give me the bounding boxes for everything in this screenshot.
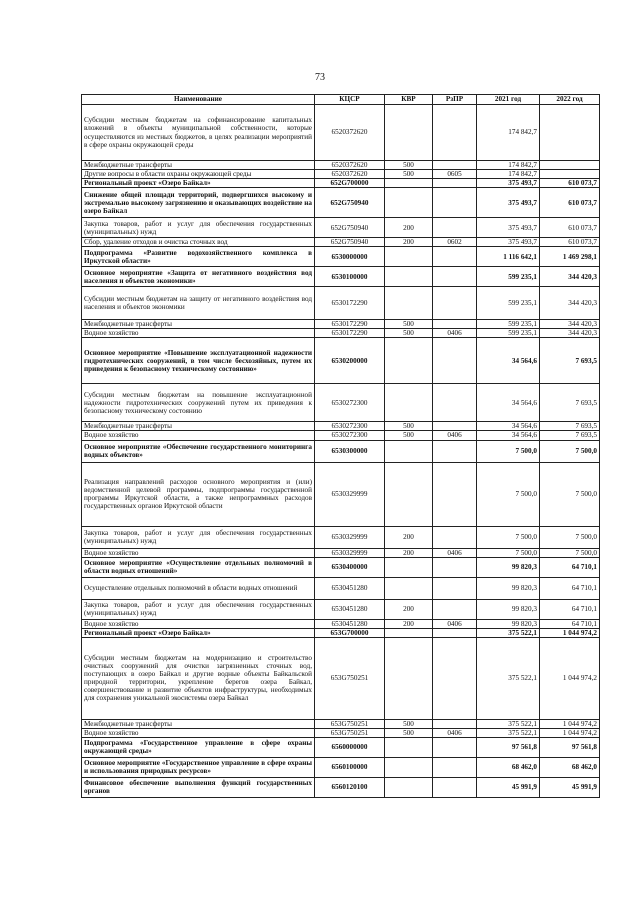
row-kcsr: 6530172290 <box>315 320 385 329</box>
row-name: Другие вопросы в области охраны окружающей среды <box>82 170 315 179</box>
row-amount-2021: 375 522,1 <box>477 628 540 637</box>
row-amount-2021: 99 820,3 <box>477 599 540 619</box>
row-amount-2022: 610 073,7 <box>540 238 600 247</box>
row-rzpr: 0406 <box>433 548 477 557</box>
table-row <box>82 384 600 422</box>
row-rzpr <box>433 422 477 431</box>
row-amount-2021: 375 522,1 <box>477 637 540 719</box>
row-kvr <box>385 105 433 161</box>
row-kvr: 200 <box>385 548 433 557</box>
row-kcsr: 6560100000 <box>315 757 385 777</box>
row-amount-2022: 64 710,1 <box>540 599 600 619</box>
row-kvr: 200 <box>385 526 433 548</box>
row-amount-2022: 1 044 974,2 <box>540 637 600 719</box>
row-name: Субсидии местным бюджетам на модернизацию и строительство очистных сооружений для очистки загрязненных сточных вод, поступающих в озеро Байкал и другие водные объекты Байкальской природной территории, укрепление берегов озера Байкал, совершенствование и развитие объектов инфраструктуры, необходимых для сохранения уникальной экосистемы озера Байкал <box>82 637 315 719</box>
row-kcsr: 6530272300 <box>315 384 385 422</box>
row-rzpr <box>433 719 477 728</box>
row-amount-2022: 1 044 974,2 <box>540 728 600 737</box>
table-row <box>82 637 600 719</box>
row-name: Межбюджетные трансферты <box>82 161 315 170</box>
row-kcsr: 6530451280 <box>315 599 385 619</box>
row-amount-2022: 7 500,0 <box>540 440 600 462</box>
row-kvr <box>385 557 433 577</box>
row-amount-2022: 7 693,5 <box>540 431 600 440</box>
row-kvr <box>385 737 433 757</box>
row-amount-2021: 599 235,1 <box>477 267 540 287</box>
table-row <box>82 737 600 757</box>
row-amount-2021: 68 462,0 <box>477 757 540 777</box>
row-rzpr <box>433 161 477 170</box>
row-name: Межбюджетные трансферты <box>82 320 315 329</box>
row-kcsr: 6520372620 <box>315 161 385 170</box>
table-row <box>82 628 600 637</box>
row-amount-2022 <box>540 170 600 179</box>
row-amount-2022: 344 420,3 <box>540 320 600 329</box>
row-rzpr <box>433 338 477 384</box>
table-row <box>82 179 600 188</box>
row-amount-2022: 1 044 974,2 <box>540 719 600 728</box>
row-amount-2021: 375 493,7 <box>477 179 540 188</box>
row-kvr <box>385 179 433 188</box>
column-header-name: Наименование <box>82 95 315 105</box>
row-amount-2021: 599 235,1 <box>477 329 540 338</box>
row-amount-2022: 68 462,0 <box>540 757 600 777</box>
row-amount-2021: 375 522,1 <box>477 719 540 728</box>
row-kcsr: 6530451280 <box>315 619 385 628</box>
budget-table <box>81 94 600 798</box>
row-amount-2021: 174 842,7 <box>477 105 540 161</box>
row-amount-2021: 174 842,7 <box>477 161 540 170</box>
row-kcsr: 652G750940 <box>315 238 385 247</box>
row-name: Осуществление отдельных полномочий в области водных отношений <box>82 577 315 599</box>
row-name: Основное мероприятие «Повышение эксплуатационной надежности гидротехнических сооружений, в том числе бесхозяйных, путем их приведения к безопасному техническому состоянию» <box>82 338 315 384</box>
row-kvr <box>385 287 433 320</box>
row-amount-2022: 7 500,0 <box>540 548 600 557</box>
table-row <box>82 526 600 548</box>
row-amount-2021: 99 820,3 <box>477 557 540 577</box>
row-kvr <box>385 267 433 287</box>
row-name: Водное хозяйство <box>82 548 315 557</box>
row-amount-2022 <box>540 105 600 161</box>
row-rzpr <box>433 320 477 329</box>
row-kcsr: 652G750940 <box>315 188 385 218</box>
row-name: Региональный проект «Озеро Байкал» <box>82 628 315 637</box>
row-kcsr: 6530172290 <box>315 329 385 338</box>
table-row <box>82 170 600 179</box>
table-row <box>82 422 600 431</box>
row-amount-2021: 599 235,1 <box>477 320 540 329</box>
table-row <box>82 777 600 797</box>
row-kcsr: 6530329999 <box>315 462 385 526</box>
row-kcsr: 6520372620 <box>315 105 385 161</box>
row-name: Водное хозяйство <box>82 728 315 737</box>
row-name: Водное хозяйство <box>82 619 315 628</box>
row-kcsr: 6530300000 <box>315 440 385 462</box>
table-row <box>82 218 600 238</box>
row-kcsr: 6530172290 <box>315 287 385 320</box>
row-amount-2022 <box>540 161 600 170</box>
row-kcsr: 6530272300 <box>315 431 385 440</box>
row-rzpr <box>433 188 477 218</box>
table-row <box>82 728 600 737</box>
row-rzpr <box>433 557 477 577</box>
row-name: Закупка товаров, работ и услуг для обеспечения государственных (муниципальных) нужд <box>82 526 315 548</box>
table-row <box>82 757 600 777</box>
row-kvr: 500 <box>385 728 433 737</box>
table-row <box>82 462 600 526</box>
row-kcsr: 653G750251 <box>315 728 385 737</box>
row-kcsr: 6520372620 <box>315 170 385 179</box>
row-rzpr <box>433 105 477 161</box>
row-name: Подпрограмма «Развитие водохозяйственного комплекса в Иркутской области» <box>82 247 315 267</box>
row-rzpr <box>433 599 477 619</box>
row-name: Субсидии местным бюджетам на защиту от негативного воздействия вод населения и объектов экономики <box>82 287 315 320</box>
row-amount-2021: 7 500,0 <box>477 462 540 526</box>
row-amount-2021: 99 820,3 <box>477 577 540 599</box>
row-amount-2021: 174 842,7 <box>477 170 540 179</box>
row-amount-2022: 7 693,5 <box>540 422 600 431</box>
row-kcsr: 6530329999 <box>315 548 385 557</box>
row-kvr <box>385 757 433 777</box>
row-kvr <box>385 462 433 526</box>
row-name: Снижение общей площади территорий, подвергшихся высокому и экстремально высокому загрязнению и оказывающих воздействие на озеро Байкал <box>82 188 315 218</box>
row-amount-2022: 610 073,7 <box>540 218 600 238</box>
row-amount-2022: 97 561,8 <box>540 737 600 757</box>
row-amount-2022: 7 693,5 <box>540 338 600 384</box>
row-kvr: 500 <box>385 320 433 329</box>
row-rzpr <box>433 628 477 637</box>
row-name: Межбюджетные трансферты <box>82 422 315 431</box>
row-kvr: 500 <box>385 431 433 440</box>
row-name: Субсидии местным бюджетам на повышение эксплуатационной надежности гидротехнических сооружений путем их приведения к безопасному техническому состоянию <box>82 384 315 422</box>
row-rzpr: 0406 <box>433 728 477 737</box>
row-amount-2022: 7 500,0 <box>540 526 600 548</box>
row-kcsr: 6560000000 <box>315 737 385 757</box>
row-amount-2021: 375 493,7 <box>477 188 540 218</box>
row-name: Водное хозяйство <box>82 431 315 440</box>
row-name: Основное мероприятие «Защита от негативного воздействия вод населения и объектов экономики» <box>82 267 315 287</box>
row-rzpr <box>433 757 477 777</box>
row-kvr <box>385 247 433 267</box>
row-name: Межбюджетные трансферты <box>82 719 315 728</box>
table-row <box>82 105 600 161</box>
table-row <box>82 247 600 267</box>
row-amount-2021: 375 493,7 <box>477 238 540 247</box>
row-name: Субсидии местным бюджетам на софинансирование капитальных вложений в объекты муниципальной собственности, которые осуществляются из местных бюджетов, в целях реализации мероприятий в сфере охраны окружающей среды <box>82 105 315 161</box>
row-kcsr: 6560120100 <box>315 777 385 797</box>
row-amount-2022: 7 693,5 <box>540 384 600 422</box>
row-kcsr: 6530329999 <box>315 526 385 548</box>
row-kcsr: 653G700000 <box>315 628 385 637</box>
row-name: Подпрограмма «Государственное управление в сфере охраны окружающей среды» <box>82 737 315 757</box>
row-name: Региональный проект «Озеро Байкал» <box>82 179 315 188</box>
row-kvr <box>385 628 433 637</box>
row-kvr <box>385 637 433 719</box>
row-name: Сбор, удаление отходов и очистка сточных вод <box>82 238 315 247</box>
row-kcsr: 653G750251 <box>315 637 385 719</box>
row-amount-2021: 7 500,0 <box>477 526 540 548</box>
row-amount-2022: 7 500,0 <box>540 462 600 526</box>
column-header-2022: 2022 год <box>540 95 600 105</box>
table-row <box>82 320 600 329</box>
row-name: Основное мероприятие «Государственное управление в сфере охраны и использования природных ресурсов» <box>82 757 315 777</box>
column-header-kcsr: КЦСР <box>315 95 385 105</box>
column-header-kvr: КВР <box>385 95 433 105</box>
row-name: Финансовое обеспечение выполнения функций государственных органов <box>82 777 315 797</box>
row-kcsr: 6530451280 <box>315 577 385 599</box>
row-name: Основное мероприятие «Осуществление отдельных полномочий в области водных отношений» <box>82 557 315 577</box>
row-rzpr <box>433 526 477 548</box>
row-kcsr: 653G750251 <box>315 719 385 728</box>
row-amount-2022: 64 710,1 <box>540 577 600 599</box>
table-row <box>82 577 600 599</box>
row-amount-2022: 344 420,3 <box>540 329 600 338</box>
row-name: Водное хозяйство <box>82 329 315 338</box>
row-amount-2022: 1 044 974,2 <box>540 628 600 637</box>
row-amount-2022: 64 710,1 <box>540 619 600 628</box>
row-kcsr: 6530000000 <box>315 247 385 267</box>
table-row <box>82 548 600 557</box>
row-rzpr <box>433 267 477 287</box>
row-kvr <box>385 384 433 422</box>
row-amount-2021: 34 564,6 <box>477 338 540 384</box>
row-amount-2021: 7 500,0 <box>477 548 540 557</box>
row-amount-2021: 7 500,0 <box>477 440 540 462</box>
row-amount-2022: 64 710,1 <box>540 557 600 577</box>
table-row <box>82 338 600 384</box>
page-number: 73 <box>315 72 325 83</box>
row-rzpr <box>433 577 477 599</box>
row-amount-2021: 34 564,6 <box>477 384 540 422</box>
row-amount-2021: 599 235,1 <box>477 287 540 320</box>
row-kvr: 200 <box>385 238 433 247</box>
row-kcsr: 6530200000 <box>315 338 385 384</box>
row-rzpr: 0406 <box>433 329 477 338</box>
row-kvr <box>385 440 433 462</box>
row-kvr: 500 <box>385 161 433 170</box>
table-row <box>82 619 600 628</box>
row-amount-2022: 344 420,3 <box>540 267 600 287</box>
row-kvr <box>385 777 433 797</box>
table-row <box>82 440 600 462</box>
row-amount-2022: 610 073,7 <box>540 179 600 188</box>
row-rzpr: 0406 <box>433 619 477 628</box>
row-amount-2021: 34 564,6 <box>477 422 540 431</box>
row-rzpr <box>433 287 477 320</box>
row-kvr: 500 <box>385 329 433 338</box>
column-header-2021: 2021 год <box>477 95 540 105</box>
row-name: Реализация направлений расходов основного мероприятия и (или) ведомственной целевой программы, подпрограммы государственной программы Иркутской области, а также непрограммных расходов государственных органов Иркутской области <box>82 462 315 526</box>
table-row <box>82 161 600 170</box>
row-kvr <box>385 577 433 599</box>
row-amount-2021: 34 564,6 <box>477 431 540 440</box>
row-rzpr <box>433 218 477 238</box>
row-amount-2021: 97 561,8 <box>477 737 540 757</box>
table-row <box>82 267 600 287</box>
row-name: Закупка товаров, работ и услуг для обеспечения государственных (муниципальных) нужд <box>82 599 315 619</box>
row-name: Закупка товаров, работ и услуг для обеспечения государственных (муниципальных) нужд <box>82 218 315 238</box>
row-rzpr <box>433 384 477 422</box>
row-kvr: 200 <box>385 218 433 238</box>
row-rzpr <box>433 179 477 188</box>
row-rzpr: 0602 <box>433 238 477 247</box>
row-rzpr <box>433 440 477 462</box>
row-kvr: 500 <box>385 422 433 431</box>
row-amount-2021: 375 522,1 <box>477 728 540 737</box>
row-kcsr: 652G700000 <box>315 179 385 188</box>
row-amount-2022: 1 469 298,1 <box>540 247 600 267</box>
row-kvr <box>385 188 433 218</box>
row-kvr: 200 <box>385 599 433 619</box>
row-amount-2021: 45 991,9 <box>477 777 540 797</box>
row-rzpr <box>433 247 477 267</box>
table-header-row <box>82 95 600 105</box>
row-amount-2021: 1 116 642,1 <box>477 247 540 267</box>
row-rzpr <box>433 637 477 719</box>
row-amount-2022: 45 991,9 <box>540 777 600 797</box>
table-row <box>82 557 600 577</box>
table-row <box>82 719 600 728</box>
row-rzpr <box>433 737 477 757</box>
row-amount-2021: 99 820,3 <box>477 619 540 628</box>
row-kvr: 200 <box>385 619 433 628</box>
row-kcsr: 6530272300 <box>315 422 385 431</box>
row-kvr: 500 <box>385 170 433 179</box>
row-name: Основное мероприятие «Обеспечение государственного мониторинга водных объектов» <box>82 440 315 462</box>
row-kcsr: 6530100000 <box>315 267 385 287</box>
row-kvr <box>385 338 433 384</box>
row-amount-2022: 610 073,7 <box>540 188 600 218</box>
table-row <box>82 188 600 218</box>
row-amount-2021: 375 493,7 <box>477 218 540 238</box>
table-row <box>82 238 600 247</box>
row-rzpr <box>433 462 477 526</box>
row-rzpr: 0406 <box>433 431 477 440</box>
table-row <box>82 287 600 320</box>
table-row <box>82 329 600 338</box>
row-amount-2022: 344 420,3 <box>540 287 600 320</box>
column-header-rzpr: РзПР <box>433 95 477 105</box>
table-row <box>82 599 600 619</box>
table-row <box>82 431 600 440</box>
row-kcsr: 6530400000 <box>315 557 385 577</box>
row-rzpr <box>433 777 477 797</box>
row-rzpr: 0605 <box>433 170 477 179</box>
row-kcsr: 652G750940 <box>315 218 385 238</box>
row-kvr: 500 <box>385 719 433 728</box>
